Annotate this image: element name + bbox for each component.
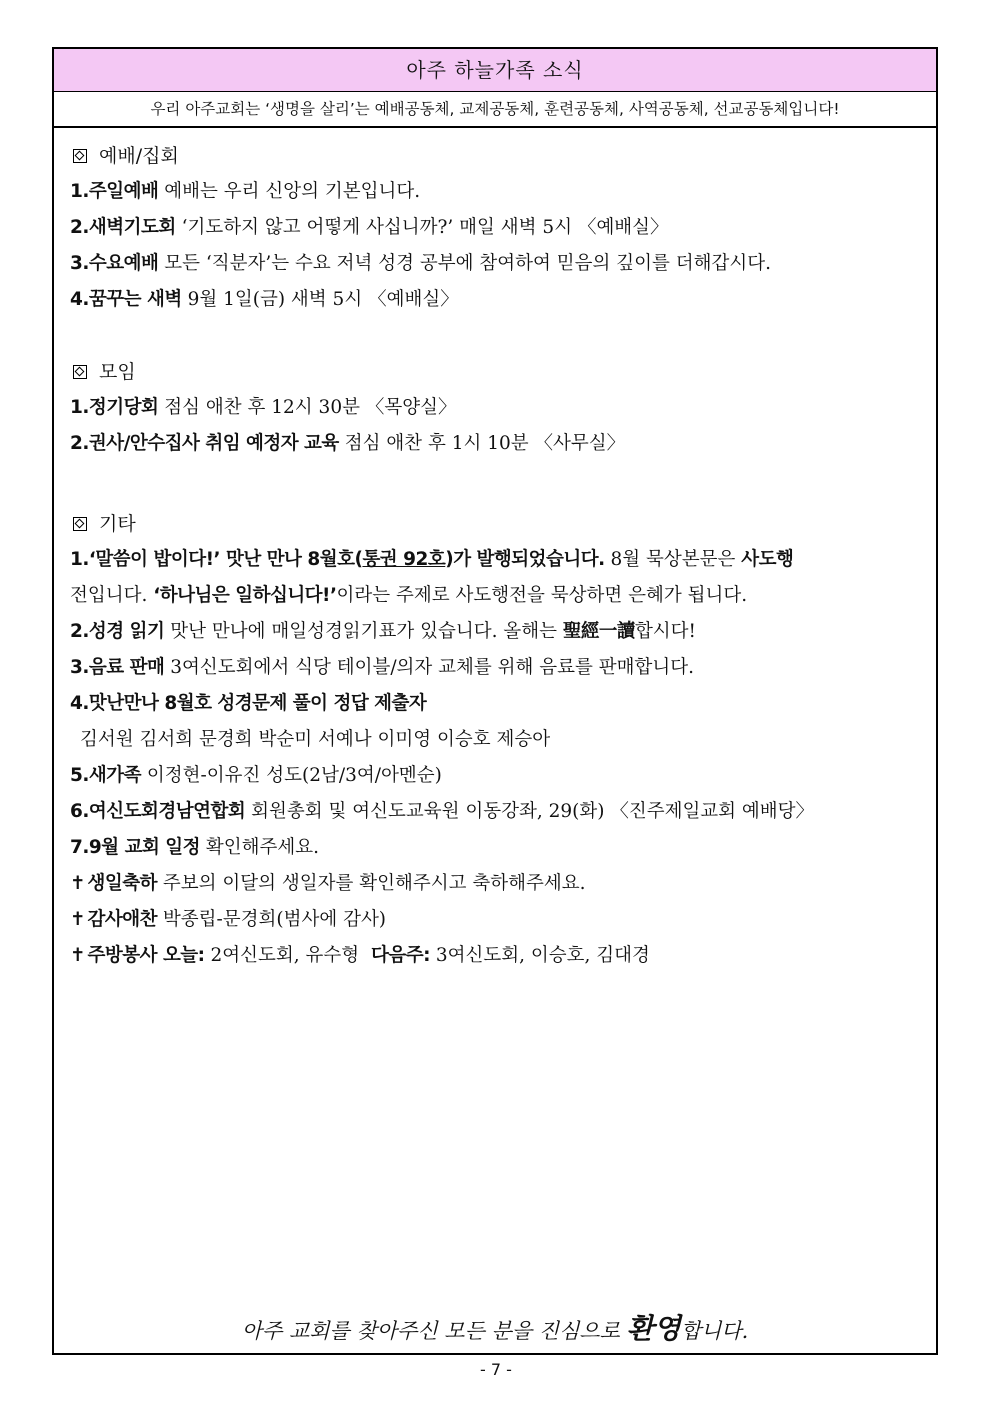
item-label: 3.음료 판매 xyxy=(70,657,165,678)
list-item xyxy=(70,830,922,866)
item-text: 3여신도회, 이승호, 김대경 xyxy=(430,945,650,966)
cross-icon: ✝ xyxy=(70,873,86,894)
item-label: )가 발행되었습니다. xyxy=(445,549,605,570)
issue-number: 통권 92호 xyxy=(362,549,446,570)
item-label: 1.주일예배 xyxy=(70,181,159,202)
item-label: 5.새가족 xyxy=(70,765,142,786)
bulletin-frame xyxy=(52,47,938,1355)
welcome-emphasis: 환영 xyxy=(626,1312,681,1345)
list-item-continued xyxy=(70,578,922,614)
spacer xyxy=(70,462,922,506)
section-etc-heading xyxy=(70,506,922,542)
item-text: 합시다! xyxy=(634,621,696,642)
news-content xyxy=(54,128,936,974)
list-item xyxy=(70,614,922,650)
section-worship-heading xyxy=(70,138,922,174)
cross-icon: ✝ xyxy=(70,909,86,930)
section-title: 기타 xyxy=(99,513,136,535)
item-text: 박종립-문경희(범사에 감사) xyxy=(157,909,387,930)
list-item xyxy=(70,174,922,210)
item-label: 사도행 xyxy=(741,549,794,570)
item-label: 6.여신도회경남연합회 xyxy=(70,801,246,822)
item-label: 1.‘말씀이 밥이다!’ 맛난 만나 8월호( xyxy=(70,549,363,570)
page-title: 아주 하늘가족 소식 xyxy=(54,49,936,92)
item-label: 3.수요예배 xyxy=(70,253,159,274)
next-week-label: 다음주: xyxy=(359,945,431,966)
section-meeting-heading xyxy=(70,354,922,390)
item-label: 4.맛난만나 8월호 성경문제 풀이 정답 제출자 xyxy=(70,693,427,714)
list-item xyxy=(70,866,922,902)
item-text: 맛난 만나에 매일성경읽기표가 있습니다. 올해는 xyxy=(164,621,563,642)
item-text: 이정현-이유진 성도(2남/3여/아멘순) xyxy=(141,765,442,786)
welcome-message xyxy=(54,1307,936,1347)
church-motto: 우리 아주교회는 ‘생명을 살리’는 예배공동체, 교제공동체, 훈련공동체, 사역공동체, 선교공동체입니다! xyxy=(54,92,936,128)
item-text: 확인해주세요. xyxy=(200,837,320,858)
submitter-names: 김서원 김서희 문경희 박순미 서예나 이미영 이승호 제승아 xyxy=(80,729,551,750)
page-number: - 7 - xyxy=(480,1360,512,1379)
item-label: 1.정기당회 xyxy=(70,397,159,418)
diamond-bullet-icon xyxy=(73,517,87,531)
today-label: 오늘: xyxy=(157,945,205,966)
list-item xyxy=(70,542,922,578)
welcome-text: 아주 교회를 찾아주신 모든 분을 진심으로 xyxy=(241,1319,627,1343)
list-item xyxy=(70,426,922,462)
item-text: 예배는 우리 신앙의 기본입니다. xyxy=(158,181,421,202)
item-text: 점심 애찬 후 1시 10분 〈사무실〉 xyxy=(338,433,626,454)
item-text: 8월 묵상본문은 xyxy=(604,549,742,570)
item-label: 감사애찬 xyxy=(87,909,157,930)
list-item xyxy=(70,282,922,318)
item-label: 2.새벽기도회 xyxy=(70,217,176,238)
item-text: 이라는 주제로 사도행전을 묵상하면 은혜가 됩니다. xyxy=(336,585,748,606)
section-title: 예배/집회 xyxy=(99,145,179,167)
list-item xyxy=(70,246,922,282)
item-label: 4.꿈꾸는 새벽 xyxy=(70,289,182,310)
item-text: 점심 애찬 후 12시 30분 〈목양실〉 xyxy=(158,397,457,418)
list-item xyxy=(70,758,922,794)
item-label: 주방봉사 xyxy=(87,945,157,966)
item-text: 주보의 이달의 생일자를 확인해주시고 축하해주세요. xyxy=(157,873,586,894)
spacer xyxy=(70,318,922,354)
item-label: 2.권사/안수집사 취임 예정자 교육 xyxy=(70,433,339,454)
diamond-bullet-icon xyxy=(73,149,87,163)
list-item xyxy=(70,650,922,686)
list-item xyxy=(70,902,922,938)
list-item xyxy=(70,390,922,426)
theme-title: ‘하나님은 일하십니다!’ xyxy=(153,585,337,606)
item-text: 회원총회 및 여신도교육원 이동강좌, 29(화) 〈진주제일교회 예배당〉 xyxy=(245,801,815,822)
item-label: 생일축하 xyxy=(87,873,157,894)
list-item xyxy=(70,686,922,722)
section-title: 모임 xyxy=(99,361,136,383)
item-label: 7.9월 교회 일정 xyxy=(70,837,201,858)
list-item xyxy=(70,794,922,830)
list-item xyxy=(70,210,922,246)
item-label: 2.성경 읽기 xyxy=(70,621,165,642)
item-text: 전입니다. xyxy=(70,585,154,606)
hanja-phrase: 聖經一讀 xyxy=(562,621,635,642)
item-text: 9월 1일(금) 새벽 5시 〈예배실〉 xyxy=(181,289,459,310)
diamond-bullet-icon xyxy=(73,365,87,379)
item-text: 2여신도회, 유수형 xyxy=(204,945,360,966)
item-text: 모든 ‘직분자’는 수요 저녁 성경 공부에 참여하여 믿음의 깊이를 더해갑시다. xyxy=(158,253,771,274)
item-text: ‘기도하지 않고 어떻게 사십니까?’ 매일 새벽 5시 〈예배실〉 xyxy=(175,217,669,238)
list-item xyxy=(70,938,922,974)
cross-icon: ✝ xyxy=(70,945,86,966)
item-text: 3여신도회에서 식당 테이블/의자 교체를 위해 음료를 판매합니다. xyxy=(164,657,695,678)
welcome-text: 합니다. xyxy=(680,1319,749,1343)
